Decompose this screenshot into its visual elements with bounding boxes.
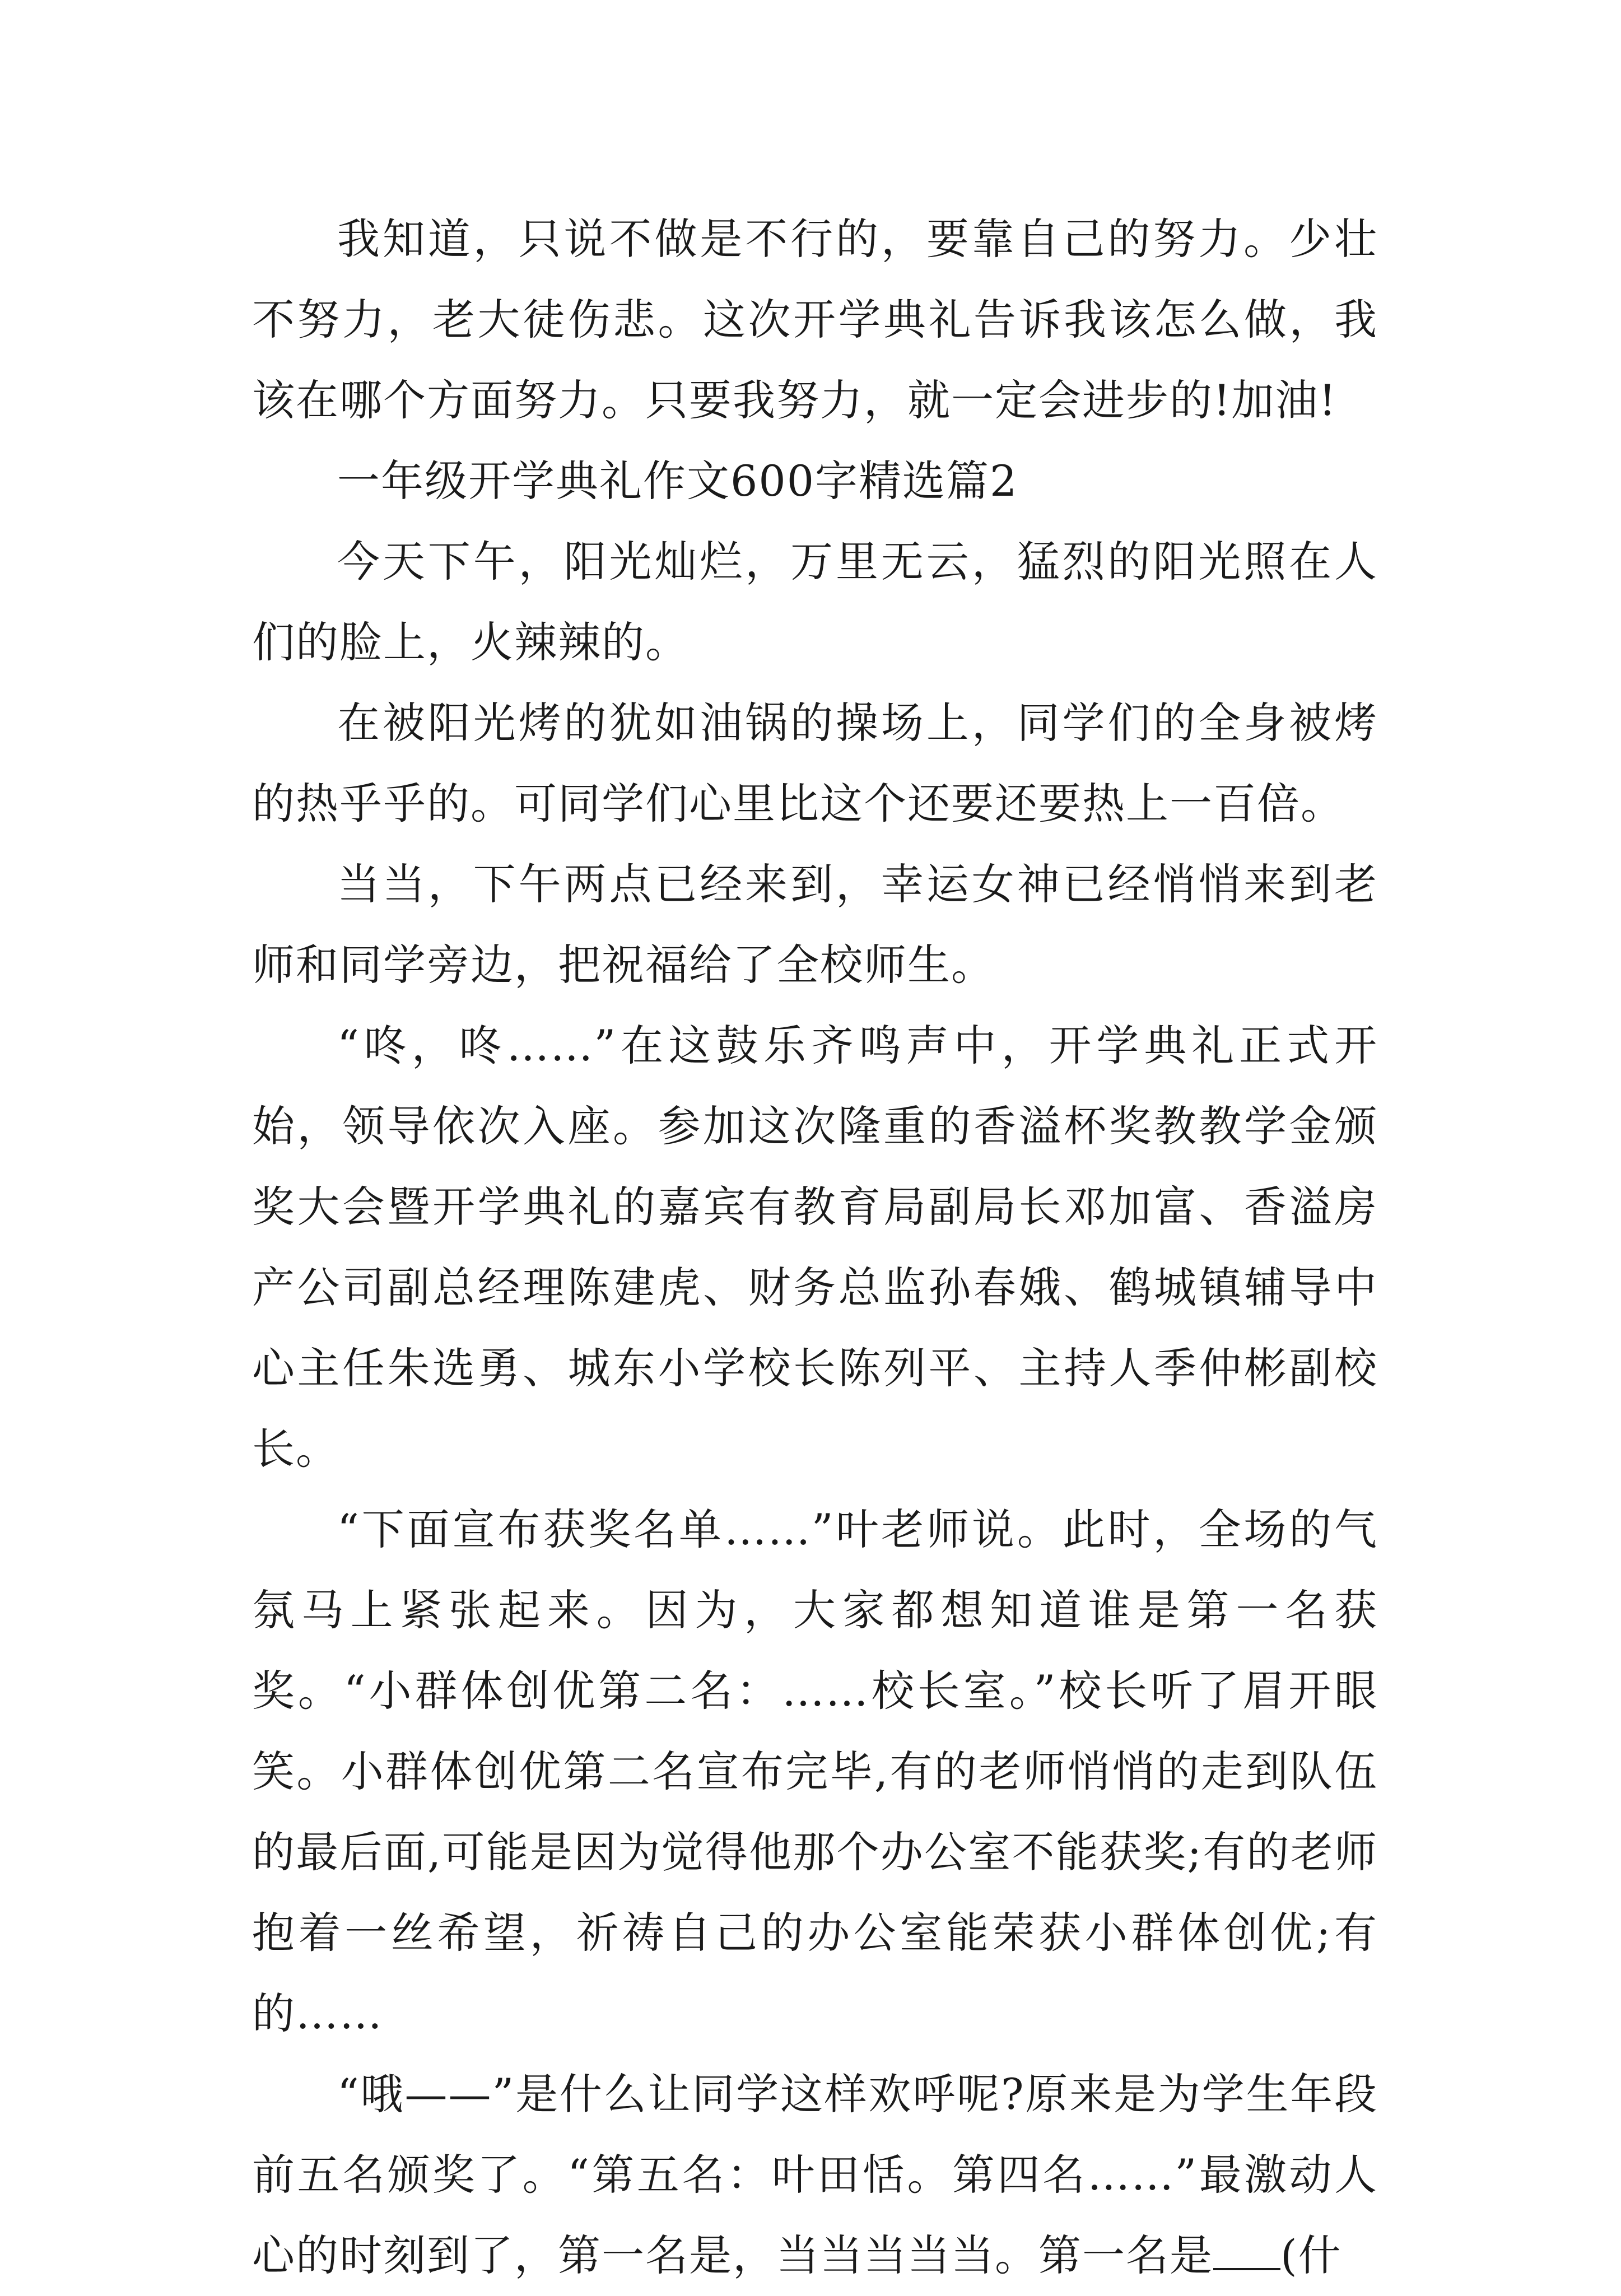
fill-in-blank	[1213, 2229, 1280, 2270]
paragraph-afternoon-sun: 今天下午，阳光灿烂，万里无云，猛烈的阳光照在人们的脸上，火辣辣的。	[252, 537, 1378, 667]
paragraph-two-oclock: 当当，下午两点已经来到，幸运女神已经悄悄来到老师和同学旁边，把祝福给了全校师生。	[252, 859, 1378, 990]
paragraph-top-five-text: “哦——”是什么让同学这样欢呼呢?原来是为学生年段前五名颁奖了。“第五名：叶田恬。第四名……”最激动人心的时刻到了，第一名是，当当当当当。第一名是	[252, 2069, 1378, 2280]
paragraph-award-list: “下面宣布获奖名单……”叶老师说。此时，全场的气氛马上紧张起来。因为，大家都想知道谁是第一名获奖。“小群体创优第二名：……校长室。”校长听了眉开眼笑。小群体创优第二名宣布完毕,有的老师悄悄的走到队伍的最后面,可能是因为觉得他那个办公室不能获奖;有的老师抱着一丝希望，祈祷自己的办公室能荣获小群体创优;有的……	[252, 1505, 1378, 2038]
section-heading: 一年级开学典礼作文600字精选篇2	[337, 456, 1018, 506]
paragraph-playground: 在被阳光烤的犹如油锅的操场上，同学们的全身被烤的热乎乎的。可同学们心里比这个还要还要热上一百倍。	[252, 698, 1378, 828]
paragraph-effort: 我知道，只说不做是不行的，要靠自己的努力。少壮不努力，老大徒伤悲。这次开学典礼告诉我该怎么做，我该在哪个方面努力。只要我努力，就一定会进步的!加油!	[252, 214, 1378, 425]
paragraph-top-five-tail: (什	[1280, 2230, 1342, 2280]
paragraph-ceremony-start: “咚，咚……”在这鼓乐齐鸣声中，开学典礼正式开始，领导依次入座。参加这次隆重的香溢杯奖教教学金颁奖大会暨开学典礼的嘉宾有教育局副局长邓加富、香溢房产公司副总经理陈建虎、财务总监孙春娥、鹤城镇辅导中心主任朱选勇、城东小学校长陈列平、主持人季仲彬副校长。	[252, 1021, 1378, 1474]
document-body	[252, 199, 1378, 2296]
paragraph-top-five	[252, 2054, 1378, 2296]
